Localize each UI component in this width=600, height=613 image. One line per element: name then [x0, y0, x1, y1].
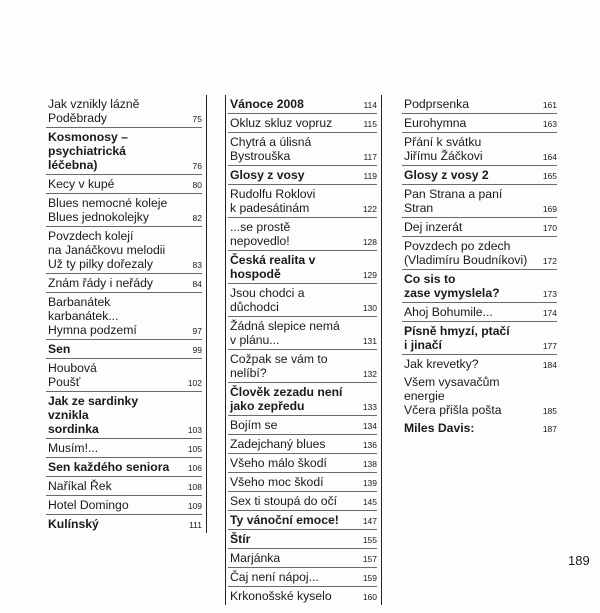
toc-entry [402, 218, 557, 237]
toc-entry [228, 133, 377, 166]
toc-entry [46, 128, 202, 175]
toc-entry-page: 80 [192, 180, 202, 190]
toc-entry [228, 587, 377, 605]
toc-entry [46, 274, 202, 293]
toc-entry [46, 359, 202, 392]
toc-entry [402, 270, 557, 303]
toc-entry [402, 322, 557, 355]
toc-entry-page: 119 [363, 171, 377, 181]
toc-entry-title: Blues nemocné koleje Blues jednokolejky [48, 196, 168, 224]
toc-list [46, 95, 207, 533]
toc-entry-page: 106 [187, 463, 202, 473]
toc-entry [228, 114, 377, 133]
toc-entry [46, 194, 202, 227]
toc-entry [228, 166, 377, 185]
toc-entry [46, 340, 202, 359]
toc-entry-title: Eurohymna [404, 116, 467, 130]
toc-entry-page: 159 [362, 573, 377, 583]
toc-entry-title: Znám řády i neřády [48, 276, 153, 290]
toc-entry-page: 136 [362, 440, 377, 450]
toc-entry [46, 439, 202, 458]
toc-entry-page: 134 [362, 421, 377, 431]
toc-entry [228, 284, 377, 317]
toc-entry [228, 492, 377, 511]
toc-entry-page: 187 [542, 424, 557, 434]
toc-entry [228, 473, 377, 492]
toc-entry-page: 122 [362, 204, 377, 214]
toc-entry-page: 133 [362, 402, 377, 412]
toc-entry-title: Naříkal Řek [48, 479, 112, 493]
toc-entry-title: Přání k svátku Jiřímu Žáčkovi [404, 135, 483, 163]
toc-entry [402, 166, 557, 185]
toc-entry-title: Krkonošské kyselo [230, 589, 332, 603]
toc-entry-title: Štír [230, 532, 251, 546]
toc-entry-page: 164 [542, 152, 557, 162]
toc-entry-title: Člověk zezadu není jako zepředu [230, 385, 343, 413]
toc-entry-title: Miles Davis: [404, 421, 475, 435]
toc-entry-title: Všeho málo škodí [230, 456, 327, 470]
toc-entry [402, 95, 557, 114]
toc-entry [402, 373, 557, 419]
toc-entry [402, 133, 557, 166]
toc-entry-title: Pan Strana a paní Stran [404, 187, 503, 215]
toc-entry-title: ...se prostě nepovedlo! [230, 220, 291, 248]
toc-list [225, 95, 382, 605]
toc-entry-title: Musím!... [48, 441, 99, 455]
toc-entry-title: Všem vysavačům energie Včera přišla pošta [404, 375, 502, 417]
toc-entry [402, 185, 557, 218]
toc-entry-title: Okluz skluz vopruz [230, 116, 333, 130]
toc-entry-title: Písně hmyzí, ptačí i jinačí [404, 324, 510, 352]
toc-entry-title: Kosmonosy – psychiatrická léčebna) [48, 130, 128, 172]
toc-entry-page: 184 [542, 360, 557, 370]
toc-entry-title: Rudolfu Roklovi k padesátinám [230, 187, 316, 215]
toc-entry-page: 102 [187, 378, 202, 388]
toc-entry-page: 105 [187, 444, 202, 454]
toc-entry-page: 185 [542, 406, 557, 416]
toc-entry-title: Sen každého seniora [48, 460, 170, 474]
toc-entry-page: 131 [362, 336, 377, 346]
toc-entry [228, 530, 377, 549]
toc-entry-title: Houbová Poušť [48, 361, 97, 389]
toc-entry [228, 383, 377, 416]
toc-entry-title: Jak ze sardinky vznikla sordinka [48, 394, 139, 436]
toc-entry-title: Kecy v kupé [48, 177, 115, 191]
toc-entry-page: 139 [362, 478, 377, 488]
toc-entry-title: Žádná slepice nemá v plánu... [230, 319, 340, 347]
toc-entry-title: Čaj není nápoj... [230, 570, 319, 584]
toc-entry [402, 355, 557, 373]
toc-entry [228, 549, 377, 568]
toc-entry [402, 237, 557, 270]
toc-entry [46, 95, 202, 128]
toc-entry-page: 109 [187, 501, 202, 511]
toc-entry-title: Ahoj Bohumile... [404, 305, 493, 319]
toc-entry-title: Glosy z vosy 2 [404, 168, 489, 182]
toc-entry [228, 454, 377, 473]
toc-entry-page: 155 [362, 535, 377, 545]
toc-entry [402, 303, 557, 322]
toc-entry-title: Povzdech kolejí na Janáčkovu melodii Už ty pilky dořezaly [48, 229, 166, 271]
toc-entry-page: 130 [362, 303, 377, 313]
toc-entry [228, 317, 377, 350]
toc-entry-title: Barbanátek karbanátek... Hymna podzemí [48, 295, 137, 337]
toc-entry-title: Podprsenka [404, 97, 470, 111]
toc-entry [46, 458, 202, 477]
toc-entry [228, 435, 377, 454]
page-number: 189 [568, 553, 590, 568]
toc-entry [228, 568, 377, 587]
toc-entry [228, 251, 377, 284]
toc-entry-page: 169 [542, 204, 557, 214]
toc-entry-page: 177 [542, 341, 557, 351]
toc-entry [228, 218, 377, 251]
toc-entry-page: 84 [192, 279, 202, 289]
toc-entry-title: Zadejchaný blues [230, 437, 326, 451]
toc-entry [402, 419, 557, 437]
toc-entry-page: 82 [192, 213, 202, 223]
toc-entry [46, 515, 202, 533]
toc-entry-page: 163 [542, 119, 557, 129]
toc-entry-page: 97 [192, 326, 202, 336]
toc-entry [46, 392, 202, 439]
toc-entry-page: 103 [187, 425, 202, 435]
toc-entry [46, 175, 202, 194]
toc-entry-title: Jak vznikly lázně Poděbrady [48, 97, 140, 125]
toc-entry-page: 157 [362, 554, 377, 564]
toc-entry-page: 165 [542, 171, 557, 181]
toc-entry-page: 114 [363, 100, 377, 110]
toc-entry-page: 115 [363, 119, 377, 129]
toc-entry-title: Česká realita v hospodě [230, 253, 316, 281]
toc-entry-page: 138 [362, 459, 377, 469]
toc-entry-page: 83 [192, 260, 202, 270]
toc-entry [228, 416, 377, 435]
toc-entry-title: Co sis to zase vymyslela? [404, 272, 500, 300]
toc-entry-page: 173 [542, 289, 557, 299]
toc-entry-page: 145 [362, 497, 377, 507]
toc-entry [228, 511, 377, 530]
toc-entry-title: Cožpak se vám to nelíbí? [230, 352, 328, 380]
toc-entry [46, 477, 202, 496]
toc-entry-page: 111 [189, 520, 202, 530]
toc-entry-page: 172 [542, 256, 557, 266]
toc-entry-page: 128 [362, 237, 377, 247]
toc-entry-title: Povzdech po zdech (Vladimíru Boudníkovi) [404, 239, 528, 267]
toc-entry-page: 76 [192, 161, 202, 171]
toc-entry-page: 170 [542, 223, 557, 233]
toc-entry-title: Ty vánoční emoce! [230, 513, 339, 527]
toc-column-2 [225, 95, 382, 605]
toc-entry [228, 185, 377, 218]
toc-entry-title: Hotel Domingo [48, 498, 129, 512]
toc-column-1 [46, 95, 207, 533]
toc-entry-title: Dej inzerát [404, 220, 463, 234]
toc-entry [228, 350, 377, 383]
toc-entry-page: 161 [542, 100, 557, 110]
toc-entry-title: Všeho moc škodí [230, 475, 324, 489]
toc-entry-page: 147 [362, 516, 377, 526]
toc-entry-title: Sen [48, 342, 71, 356]
toc-entry-title: Sex ti stoupá do očí [230, 494, 338, 508]
toc-column-3 [402, 95, 557, 437]
toc-entry-page: 129 [362, 270, 377, 280]
toc-entry [46, 293, 202, 340]
toc-entry [402, 114, 557, 133]
toc-entry [46, 496, 202, 515]
toc-entry-page: 160 [362, 592, 377, 602]
toc-entry-title: Jsou chodci a důchodci [230, 286, 305, 314]
toc-entry [46, 227, 202, 274]
toc-entry-title: Bojím se [230, 418, 278, 432]
toc-entry-page: 108 [187, 482, 202, 492]
toc-entry [228, 95, 377, 114]
toc-list [402, 95, 557, 437]
toc-entry-title: Chytrá a úlisná Bystrouška [230, 135, 312, 163]
toc-entry-title: Kulínský [48, 517, 99, 531]
toc-entry-page: 99 [192, 345, 202, 355]
toc-entry-page: 117 [363, 152, 377, 162]
toc-entry-title: Glosy z vosy [230, 168, 305, 182]
toc-entry-title: Jak krevetky? [404, 357, 479, 371]
toc-entry-page: 132 [362, 369, 377, 379]
toc-entry-title: Vánoce 2008 [230, 97, 304, 111]
toc-entry-title: Marjánka [230, 551, 281, 565]
toc-entry-page: 174 [542, 308, 557, 318]
toc-entry-page: 75 [192, 114, 202, 124]
